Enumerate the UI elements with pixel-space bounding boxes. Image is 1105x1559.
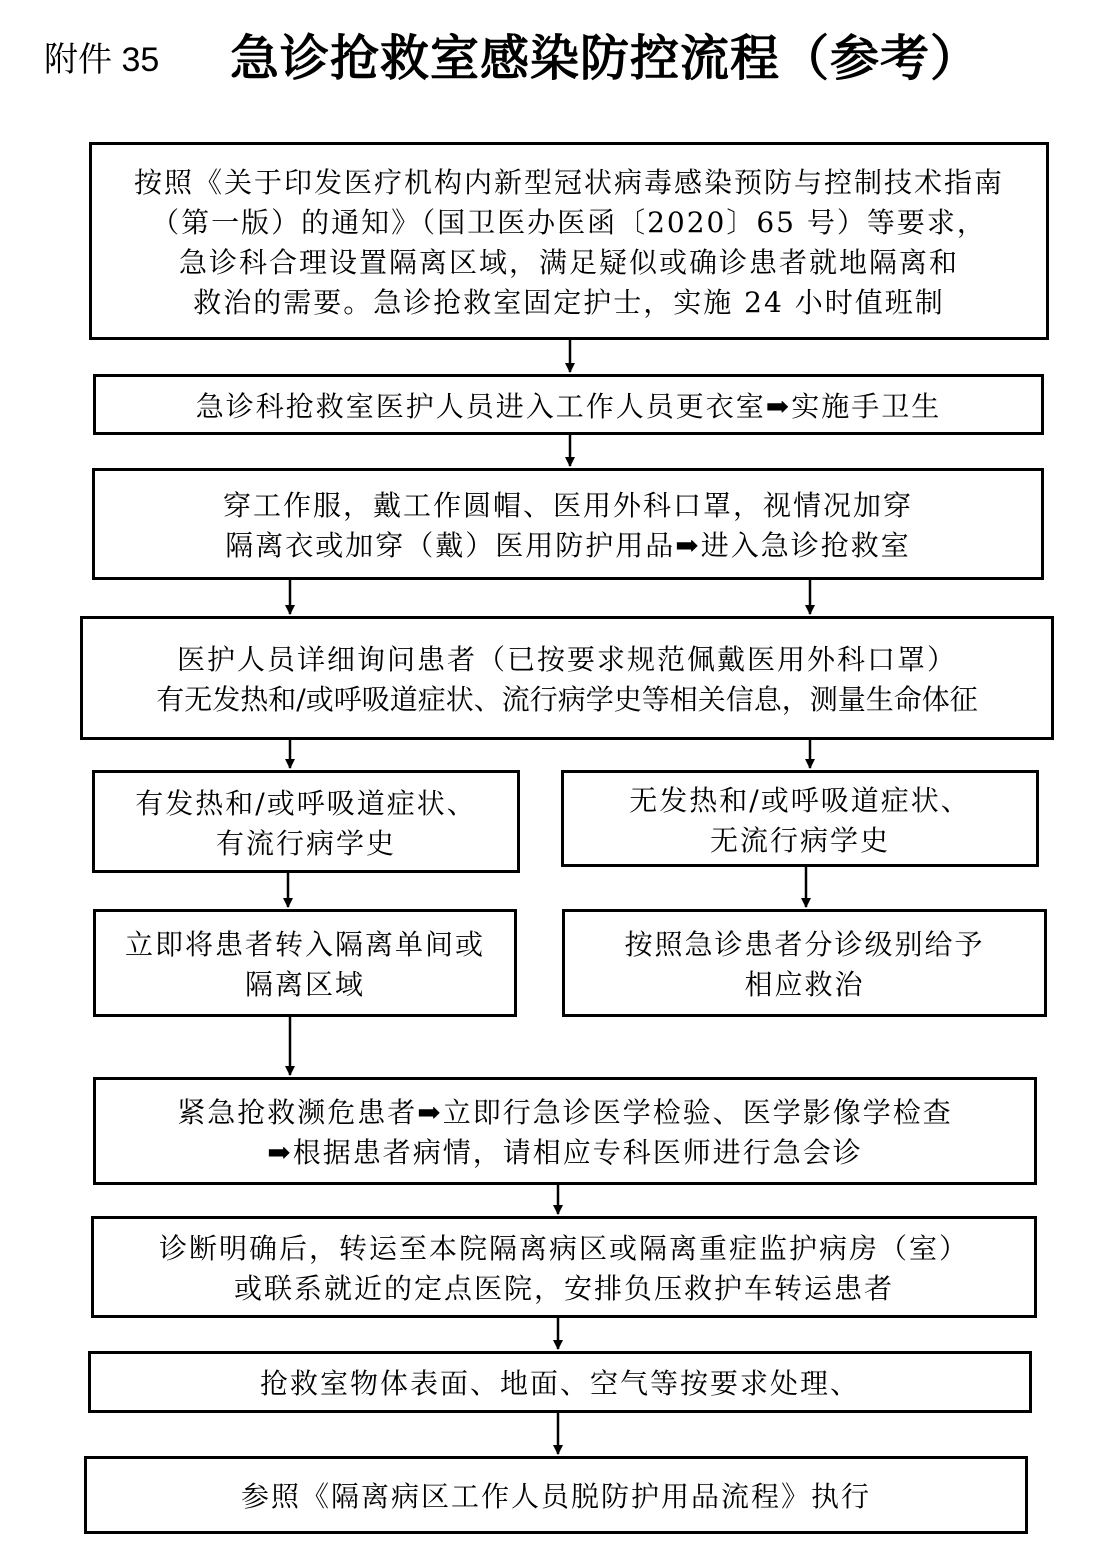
step-enter-changing-room-line: 急诊科抢救室医护人员进入工作人员更衣室➡实施手卫生 — [195, 389, 942, 423]
step-triage-treat — [562, 909, 1047, 1017]
step-transfer — [91, 1216, 1037, 1318]
step-dress-protection-line: 隔离衣或加穿（戴）医用防护用品➡进入急诊抢救室 — [225, 529, 911, 562]
step-with-symptoms-line: 有发热和/或呼吸道症状、 — [135, 786, 477, 820]
step-with-symptoms — [92, 770, 520, 873]
step-emergency-rescue — [93, 1077, 1037, 1185]
step-without-symptoms — [561, 770, 1039, 867]
step-with-symptoms-line: 有流行病学史 — [215, 826, 396, 860]
step-dress-protection-line: 穿工作服，戴工作圆帽、医用外科口罩，视情况加穿 — [222, 489, 913, 522]
step-inquiry-line: 有无发热和/或呼吸道症状、流行病学史等相关信息，测量生命体征 — [156, 683, 978, 716]
step-disinfect-line: 抢救室物体表面、地面、空气等按要求处理、 — [259, 1367, 860, 1400]
step-isolate-line: 隔离区域 — [244, 968, 365, 1001]
step-without-symptoms-line: 无发热和/或呼吸道症状、 — [629, 783, 971, 817]
step-isolate-line: 立即将患者转入隔离单间或 — [124, 928, 485, 961]
attachment-label: 附件 35 — [44, 41, 160, 79]
step-without-symptoms-line: 无流行病学史 — [709, 823, 890, 857]
step-inquiry — [80, 616, 1054, 740]
step-emergency-rescue-line: 紧急抢救濒危患者➡立即行急诊医学检验、医学影像学检查 — [177, 1096, 953, 1129]
step-transfer-line: 诊断明确后，转运至本院隔离病区或隔离重症监护病房（室） — [158, 1232, 969, 1265]
step-remove-ppe — [84, 1456, 1028, 1534]
step-triage-treat-line: 按照急诊患者分诊级别给予 — [624, 928, 985, 961]
step-basis-line: （第一版）的通知》（国卫医办医函〔2020〕65 号）等要求， — [151, 206, 987, 239]
step-basis-line: 急诊科合理设置隔离区域，满足疑似或确诊患者就地隔离和 — [178, 246, 959, 279]
step-transfer-line: 或联系就近的定点医院，安排负压救护车转运患者 — [233, 1272, 894, 1305]
step-inquiry-line: 医护人员详细询问患者（已按要求规范佩戴医用外科口罩） — [176, 643, 957, 676]
step-dress-protection — [92, 468, 1044, 580]
step-basis-line: 救治的需要。急诊抢救室固定护士，实施 24 小时值班制 — [193, 286, 945, 319]
step-remove-ppe-line: 参照《隔离病区工作人员脱防护用品流程》执行 — [240, 1480, 871, 1513]
step-triage-treat-line: 相应救治 — [744, 968, 865, 1001]
page-title: 急诊抢救室感染防控流程（参考） — [230, 30, 981, 87]
step-basis — [89, 142, 1049, 340]
step-enter-changing-room — [93, 374, 1044, 435]
step-disinfect — [88, 1351, 1032, 1413]
step-emergency-rescue-line: ➡根据患者病情，请相应专科医师进行急会诊 — [267, 1136, 863, 1169]
step-basis-line: 按照《关于印发医疗机构内新型冠状病毒感染预防与控制技术指南 — [133, 166, 1004, 199]
step-isolate — [93, 909, 517, 1017]
